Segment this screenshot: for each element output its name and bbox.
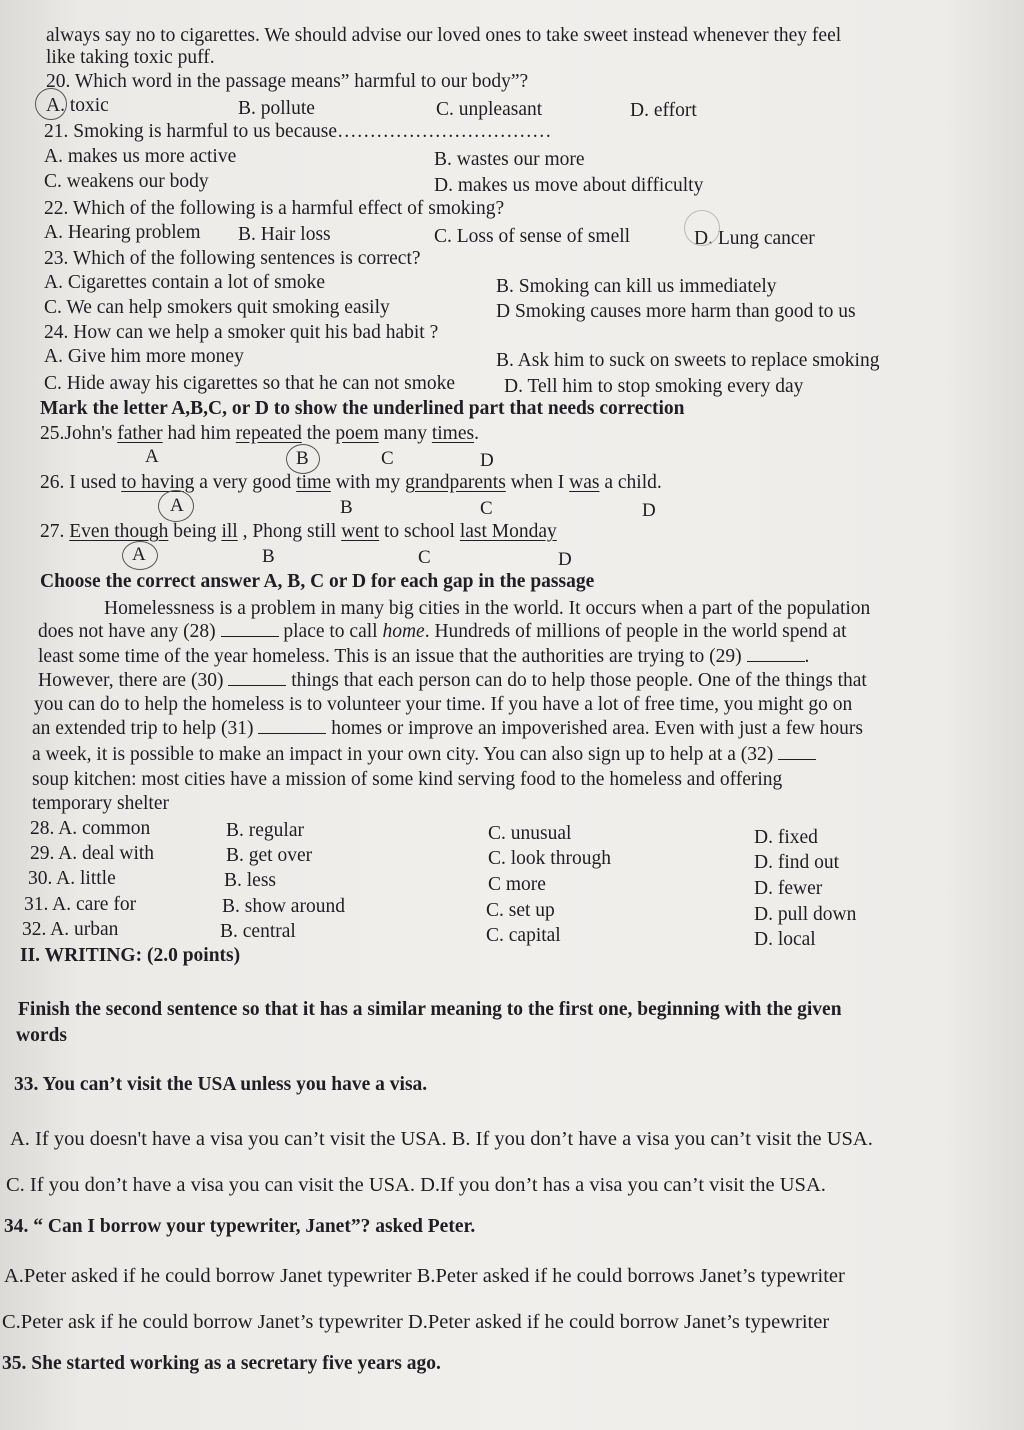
q30-option-a: 30. A. little <box>28 868 116 889</box>
passage-line-3: least some time of the year homeless. This is an issue that the authorities are trying to (29) . <box>38 646 810 667</box>
q28-option-a: 28. A. common <box>30 818 151 839</box>
answer-circle-mark <box>158 490 194 522</box>
q29-option-c: C. look through <box>488 848 611 869</box>
passage-line-4: However, there are (30) things that each person can do to help those people. One of the things that <box>38 670 867 691</box>
q28-option-c: C. unusual <box>488 823 572 844</box>
q20-option-c: C. unpleasant <box>436 99 543 120</box>
q22-option-a: A. Hearing problem <box>44 222 201 243</box>
q30-option-d: D. fewer <box>754 878 823 899</box>
question-34: 34. “ Can I borrow your typewriter, Janet”? asked Peter. <box>4 1216 476 1237</box>
writing-instructions-line-1: Finish the second sentence so that it has a similar meaning to the first one, beginning with the given <box>18 999 842 1020</box>
q29-option-b: B. get over <box>226 845 313 866</box>
underlined-a: father <box>117 423 163 444</box>
q24-option-c: C. Hide away his cigarettes so that he can not smoke <box>44 373 456 394</box>
passage-line-8: soup kitchen: most cities have a mission of some kind serving food to the homeless and offering <box>32 769 783 790</box>
q27-label-b: B <box>262 546 275 567</box>
q25-label-b: B <box>296 448 309 469</box>
question-26: 26. I used to having a very good time with my grandparents when I was a child. <box>40 472 662 493</box>
gap-29 <box>747 647 805 662</box>
underlined-a: Even though <box>69 521 169 542</box>
answer-circle-mark <box>286 444 320 474</box>
q32-option-a: 32. A. urban <box>22 919 119 940</box>
q22-option-b: B. Hair loss <box>238 224 331 245</box>
q25-label-c: C <box>381 448 394 469</box>
passage-line-5: you can do to help the homeless is to volunteer your time. If you have a lot of free time, you might go on <box>34 694 853 715</box>
q23-option-b: B. Smoking can kill us immediately <box>496 276 777 297</box>
question-22: 22. Which of the following is a harmful effect of smoking? <box>44 198 505 219</box>
question-23: 23. Which of the following sentences is correct? <box>44 248 421 269</box>
q24-option-a: A. Give him more money <box>44 346 244 367</box>
question-33: 33. You can’t visit the USA unless you have a visa. <box>14 1074 428 1095</box>
question-35: 35. She started working as a secretary five years ago. <box>2 1353 441 1374</box>
underlined-a: to having <box>121 472 195 493</box>
section-heading-correction: Mark the letter A,B,C, or D to show the underlined part that needs correction <box>40 398 685 419</box>
answer-circle-mark <box>35 88 67 120</box>
q26-label-b: B <box>340 497 353 518</box>
q34-options-ab: A.Peter asked if he could borrow Janet typewriter B.Peter asked if he could borrows Janet’s typewriter <box>4 1265 845 1287</box>
question-24: 24. How can we help a smoker quit his bad habit ? <box>44 322 439 343</box>
underlined-d: times <box>431 423 475 444</box>
passage-line-6: an extended trip to help (31) homes or improve an impoverished area. Even with just a few hours <box>32 718 864 739</box>
q20-option-a: A. toxic <box>46 95 109 116</box>
q21-option-b: B. wastes our more <box>434 149 585 170</box>
q23-option-c: C. We can help smokers quit smoking easily <box>44 297 390 318</box>
q23-option-d: D Smoking causes more harm than good to us <box>496 301 856 322</box>
q22-option-c: C. Loss of sense of smell <box>434 226 631 247</box>
underlined-b: ill <box>221 521 238 542</box>
q26-label-a: A <box>170 495 184 516</box>
q30-option-c: C more <box>488 874 546 895</box>
q34-options-cd: C.Peter ask if he could borrow Janet’s typewriter D.Peter asked if he could borrow Janet’s typewriter <box>2 1311 830 1333</box>
q27-label-a: A <box>132 544 146 565</box>
q21-option-a: A. makes us more active <box>44 146 237 167</box>
q24-option-d: D. Tell him to stop smoking every day <box>504 376 804 397</box>
underlined-c: went <box>341 521 380 542</box>
underlined-b: time <box>296 472 331 493</box>
q31-option-a: 31. A. care for <box>24 894 137 915</box>
q29-option-a: 29. A. deal with <box>30 843 155 864</box>
section-heading-passage: Choose the correct answer A, B, C or D for each gap in the passage <box>40 571 595 592</box>
q22-option-d: D. Lung cancer <box>694 228 815 249</box>
underlined-c: poem <box>335 423 379 444</box>
question-27: 27. Even though being ill , Phong still went to school last Monday <box>40 521 557 542</box>
q20-option-b: B. pollute <box>238 98 315 119</box>
q25-label-a: A <box>145 446 159 467</box>
passage-line-9: temporary shelter <box>32 793 169 814</box>
writing-section-title: II. WRITING: (2.0 points) <box>20 945 241 966</box>
q28-option-d: D. fixed <box>754 827 818 848</box>
q32-option-d: D. local <box>754 929 816 950</box>
q26-label-c: C <box>480 498 493 519</box>
writing-instructions-line-2: words <box>16 1025 67 1046</box>
q26-label-d: D <box>642 500 656 521</box>
underlined-b: repeated <box>235 423 302 444</box>
q30-option-b: B. less <box>224 870 277 891</box>
q31-option-c: C. set up <box>486 900 555 921</box>
q33-options-ab: A. If you doesn't have a visa you can’t visit the USA. B. If you don’t have a visa you can’t visit the USA. <box>10 1128 873 1150</box>
answer-circle-mark <box>122 541 158 570</box>
underlined-c: grandparents <box>405 472 506 493</box>
gap-30 <box>228 671 286 686</box>
q27-label-d: D <box>558 549 572 570</box>
q20-option-d: D. effort <box>630 100 697 121</box>
intro-line-2: like taking toxic puff. <box>46 47 215 68</box>
q28-option-b: B. regular <box>226 820 304 841</box>
question-25: 25.John's father had him repeated the poem many times. <box>40 423 479 444</box>
q33-options-cd: C. If you don’t have a visa you can visit the USA. D.If you don’t has a visa you can’t visit the USA. <box>6 1174 826 1196</box>
q25-label-d: D <box>480 450 494 471</box>
passage-line-7: a week, it is possible to make an impact in your own city. You can also sign up to help at a (32) <box>32 743 816 767</box>
q32-option-c: C. capital <box>486 925 561 946</box>
passage-line-1: Homelessness is a problem in many big cities in the world. It occurs when a part of the population <box>104 598 871 619</box>
answer-circle-mark <box>684 210 720 246</box>
q32-option-b: B. central <box>220 921 296 942</box>
q29-option-d: D. find out <box>754 852 840 873</box>
underlined-d: last Monday <box>459 521 557 542</box>
q21-option-c: C. weakens our body <box>44 171 209 192</box>
q21-option-d: D. makes us move about difficulty <box>434 175 704 196</box>
gap-31 <box>258 719 326 734</box>
q31-option-d: D. pull down <box>754 904 857 925</box>
q27-label-c: C <box>418 547 431 568</box>
gap-28 <box>221 622 279 637</box>
q31-option-b: B. show around <box>222 896 345 917</box>
passage-line-2: does not have any (28) place to call home. Hundreds of millions of people in the world spend at <box>38 621 847 642</box>
question-20: 20. Which word in the passage means” harmful to our body”? <box>46 71 529 92</box>
q24-option-b: B. Ask him to suck on sweets to replace smoking <box>496 350 880 371</box>
question-21: 21. Smoking is harmful to us because…………………………… <box>44 121 552 142</box>
underlined-d: was <box>569 472 600 493</box>
gap-32 <box>778 745 816 760</box>
q23-option-a: A. Cigarettes contain a lot of smoke <box>44 272 326 293</box>
intro-line-1: always say no to cigarettes. We should advise our loved ones to take sweet instead whenever they feel <box>46 25 842 46</box>
